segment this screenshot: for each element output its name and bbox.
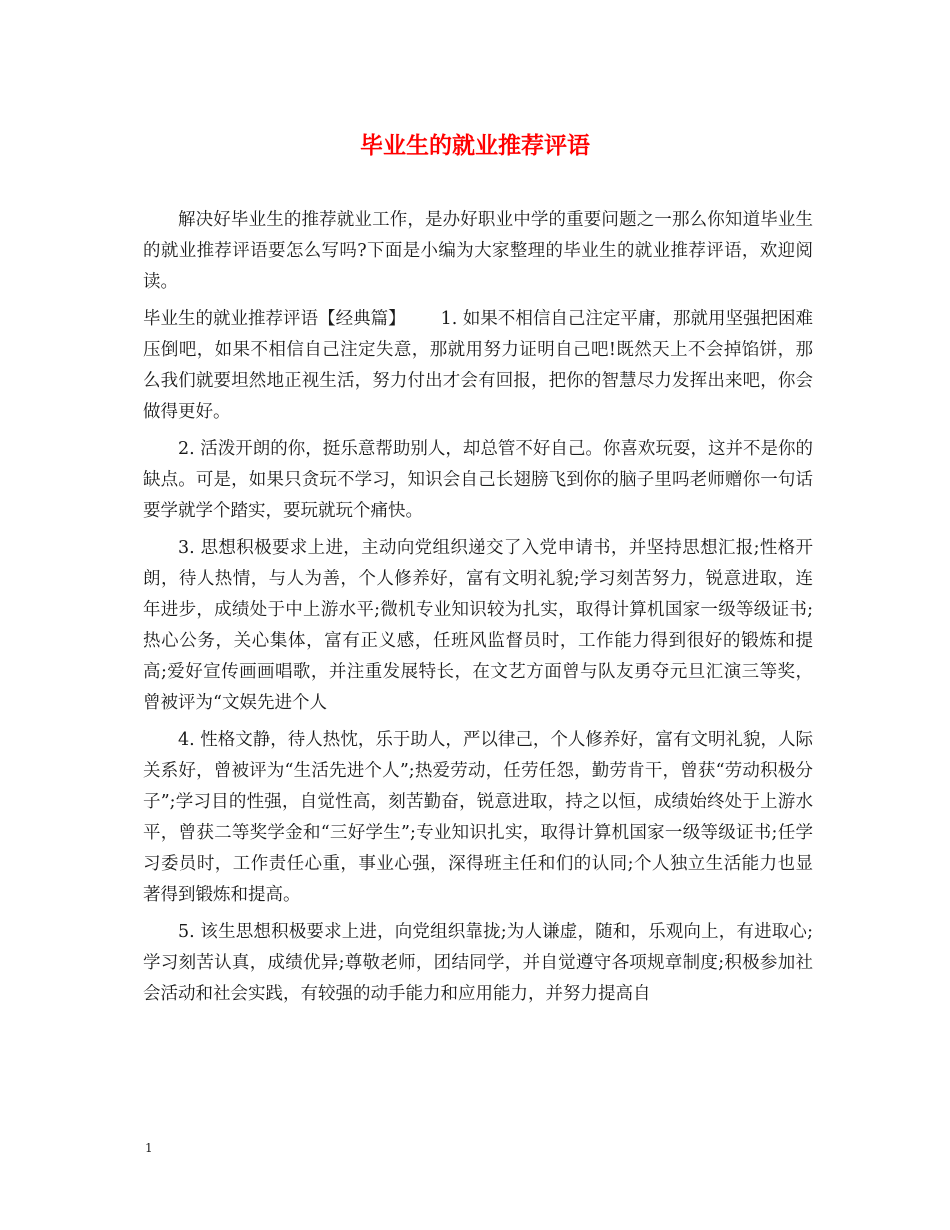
section-heading: 毕业生的就业推荐评语【经典篇】 xyxy=(143,309,406,329)
document-body xyxy=(143,205,813,1010)
section-paragraph xyxy=(143,304,813,428)
page-number: 1 xyxy=(145,1141,153,1155)
recommendation-item-1: 1. 如果不相信自己注定平庸，那就用坚强把困难压倒吧，如果不相信自己注定失意，那就用努力证明自己吧!既然天上不会掉馅饼，那么我们就要坦然地正视生活，努力付出才会有回报，把你的智慧尽力发挥出来吧，你会做得更好。 xyxy=(143,309,814,422)
recommendation-item-4: 4. 性格文静，待人热忱，乐于助人，严以律己，个人修养好，富有文明礼貌，人际关系好，曾被评为“生活先进个人”;热爱劳动，任劳任怨，勤劳肯干，曾获“劳动积极分子”;学习目的性强，自觉性高，刻苦勤奋，锐意进取，持之以恒，成绩始终处于上游水平，曾获二等奖学金和“三好学生”;专业知识扎实，取得计算机国家一级等级证书;任学习委员时，工作责任心重，事业心强，深得班主任和们的认同;个人独立生活能力也显著得到锻炼和提高。 xyxy=(143,730,813,905)
recommendation-item-2: 2. 活泼开朗的你，挺乐意帮助别人，却总管不好自己。你喜欢玩耍，这并不是你的缺点。可是，如果只贪玩不学习，知识会自己长翅膀飞到你的脑子里吗老师赠你一句话要学就学个踏实，要玩就玩个痛快。 xyxy=(143,439,813,521)
intro-paragraph: 解决好毕业生的推荐就业工作，是办好职业中学的重要问题之一那么你知道毕业生的就业推荐评语要怎么写吗?下面是小编为大家整理的毕业生的就业推荐评语，欢迎阅读。 xyxy=(143,210,813,292)
document-title: 毕业生的就业推荐评语 xyxy=(360,133,590,159)
recommendation-item-3: 3. 思想积极要求上进，主动向党组织递交了入党申请书，并坚持思想汇报;性格开朗，待人热情，与人为善，个人修养好，富有文明礼貌;学习刻苦努力，锐意进取，连年进步，成绩处于中上游水平;微机专业知识较为扎实，取得计算机国家一级等级证书;热心公务，关心集体，富有正义感，任班风监督员时，工作能力得到很好的锻炼和提高;爱好宣传画画唱歌，并注重发展特长，在文艺方面曾与队友勇夺元旦汇演三等奖，曾被评为“文娱先进个人 xyxy=(143,538,813,713)
recommendation-item-5: 5. 该生思想积极要求上进，向党组织靠拢;为人谦虚，随和，乐观向上，有进取心;学习刻苦认真，成绩优异;尊敬老师，团结同学，并自觉遵守各项规章制度;积极参加社会活动和社会实践，有较强的动手能力和应用能力，并努力提高自 xyxy=(143,922,813,1004)
